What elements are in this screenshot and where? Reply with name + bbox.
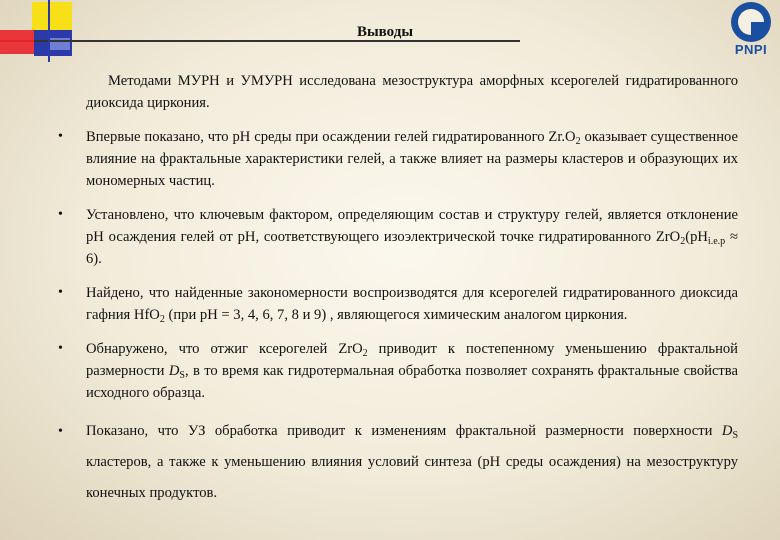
item-text: Впервые показано, что pH среды при осаждении гелей гидратированного Zr.O: [86, 129, 576, 145]
pnpi-logo-text: PNPI: [734, 42, 768, 57]
item-italic-symbol: D: [721, 423, 733, 439]
conclusion-item-4: [58, 338, 738, 404]
item-text: приводит к постепенному уменьшению фрактальной размерности: [86, 341, 738, 379]
item-subscript: S: [732, 430, 738, 441]
item-text: , в то время как гидротермальная обработка позволяет сохранять фрактальные свойства исходного образца.: [86, 363, 738, 401]
pnpi-logo: [728, 2, 774, 57]
item-subscript: i.e.p: [707, 236, 726, 247]
item-subscript: 2: [680, 236, 686, 247]
slide-title: Выводы: [356, 24, 414, 40]
item-subscript: S: [179, 370, 185, 381]
item-subscript: 2: [575, 136, 581, 147]
item-text: Найдено, что найденные закономерности воспроизводятся для ксерогелей гидратированного диоксида гафния HfO: [86, 285, 738, 323]
bullet-icon: •: [58, 424, 63, 439]
item-text: Обнаружено, что отжиг ксерогелей ZrO: [86, 341, 363, 357]
item-subscript: 2: [362, 348, 368, 359]
item-text: (pH: [685, 229, 708, 245]
conclusions-body: [58, 70, 738, 521]
pnpi-logo-emblem-icon: [731, 2, 771, 42]
item-text: (при pH = 3, 4, 6, 7, 8 и 9) , являющегося химическим аналогом циркония.: [164, 307, 628, 323]
conclusion-item-1: [58, 126, 738, 192]
item-text: оказывает существенное влияние на фрактальные характеристики гелей, а также влияет на размеры кластеров и образующих их мономерных частиц.: [86, 129, 738, 189]
conclusion-item-5: [58, 416, 738, 509]
conclusion-item-2: [58, 204, 738, 270]
bullet-icon: •: [58, 285, 63, 300]
item-subscript: 2: [159, 314, 165, 325]
bullet-icon: •: [58, 341, 63, 356]
item-text: Установлено, что ключевым фактором, определяющим состав и структуру гелей, является отклонение pH осаждения гелей от pH, соответствующего изоэлектрической точке гидратированного ZrO: [86, 207, 738, 245]
intro-paragraph: Методами МУРН и УМУРН исследована мезоструктура аморфных ксерогелей гидратированного диоксида циркония.: [86, 73, 738, 111]
item-text: кластеров, а также к уменьшению влияния условий синтеза (pH среды осаждения) на мезоструктуру конечных продуктов.: [86, 454, 738, 501]
decor-vertical-line: [48, 0, 50, 62]
bullet-icon: •: [58, 207, 63, 222]
conclusion-item-3: [58, 282, 738, 326]
item-text: ≈ 6).: [86, 229, 738, 267]
item-italic-symbol: D: [168, 363, 180, 379]
item-text: Показано, что УЗ обработка приводит к изменениям фрактальной размерности поверхности: [86, 423, 722, 439]
bullet-icon: •: [58, 129, 63, 144]
